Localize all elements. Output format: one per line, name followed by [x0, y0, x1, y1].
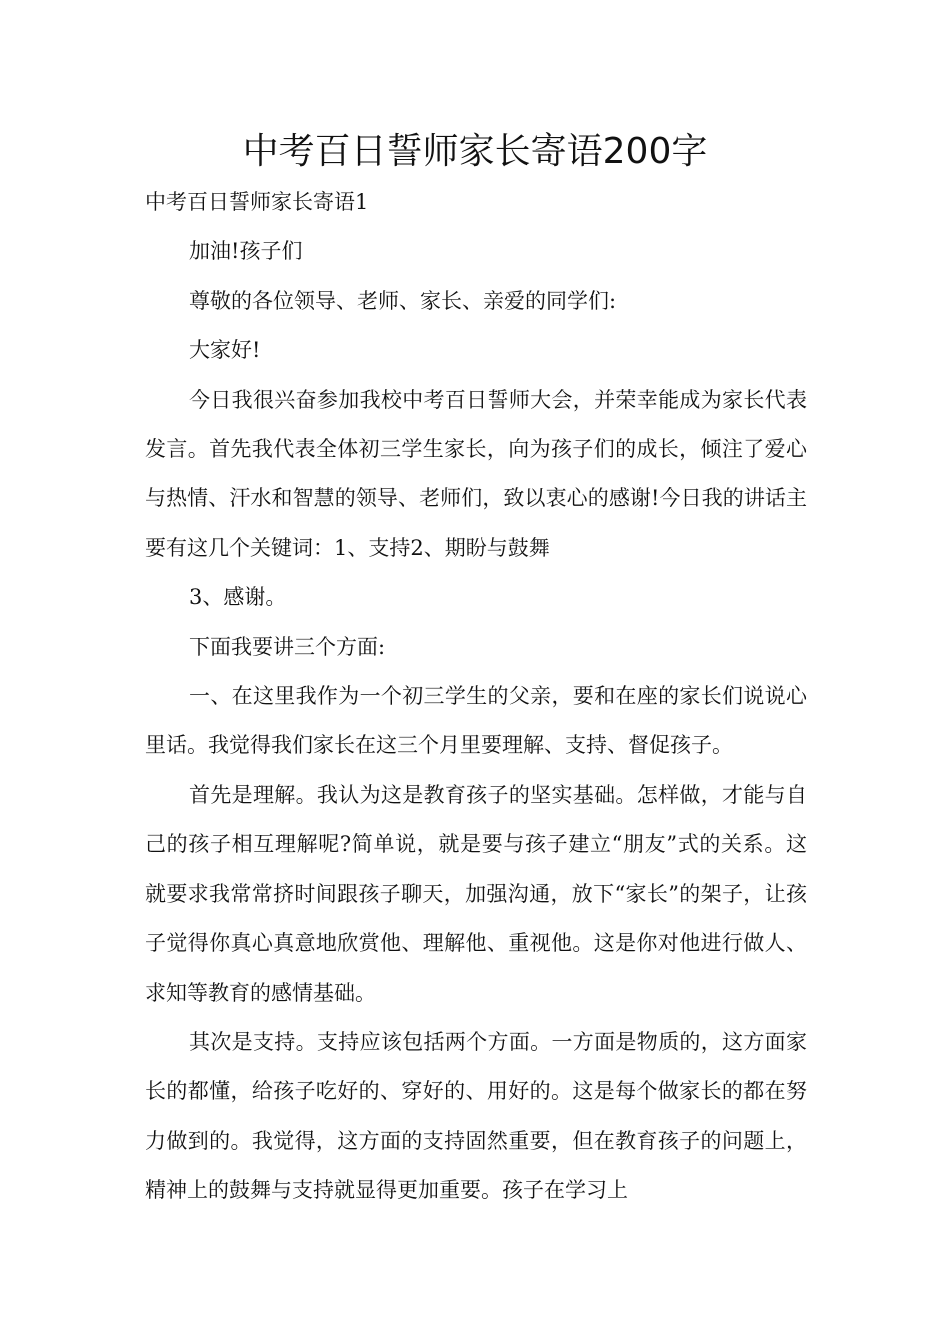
- paragraph: 首先是理解。我认为这是教育孩子的坚实基础。怎样做，才能与自己的孩子相互理解呢?简单说，就是要与孩子建立“朋友”式的关系。这就要求我常常挤时间跟孩子聊天，加强沟通，放下“家长”的架子，让孩子觉得你真心真意地欣赏他、理解他、重视他。这是你对他进行做人、求知等教育的感情基础。: [145, 782, 807, 1005]
- paragraph: 下面我要讲三个方面:: [189, 634, 386, 659]
- section-heading: 中考百日誓师家长寄语1: [145, 190, 369, 214]
- paragraph: 今日我很兴奋参加我校中考百日誓师大会，并荣幸能成为家长代表发言。首先我代表全体初三学生家长，向为孩子们的成长，倾注了爱心与热情、汗水和智慧的领导、老师们，致以衷心的感谢!今日我的讲话主要有这几个关键词：1、支持2、期盼与鼓舞: [145, 387, 807, 560]
- paragraph: 3、感谢。: [189, 585, 287, 610]
- paragraph: 加油!孩子们: [189, 239, 303, 264]
- document-body: [145, 178, 807, 1216]
- document-title: 中考百日誓师家长寄语200字: [242, 131, 708, 172]
- paragraph: 其次是支持。支持应该包括两个方面。一方面是物质的，这方面家长的都懂，给孩子吃好的、穿好的、用好的。这是每个做家长的都在努力做到的。我觉得，这方面的支持固然重要，但在教育孩子的问题上，精神上的鼓舞与支持就显得更加重要。孩子在学习上: [145, 1029, 807, 1203]
- paragraph: 尊敬的各位领导、老师、家长、亲爱的同学们:: [189, 288, 617, 313]
- paragraph: 大家好!: [189, 338, 261, 363]
- paragraph: 一、在这里我作为一个初三学生的父亲，要和在座的家长们说说心里话。我觉得我们家长在这三个月里要理解、支持、督促孩子。: [145, 684, 807, 758]
